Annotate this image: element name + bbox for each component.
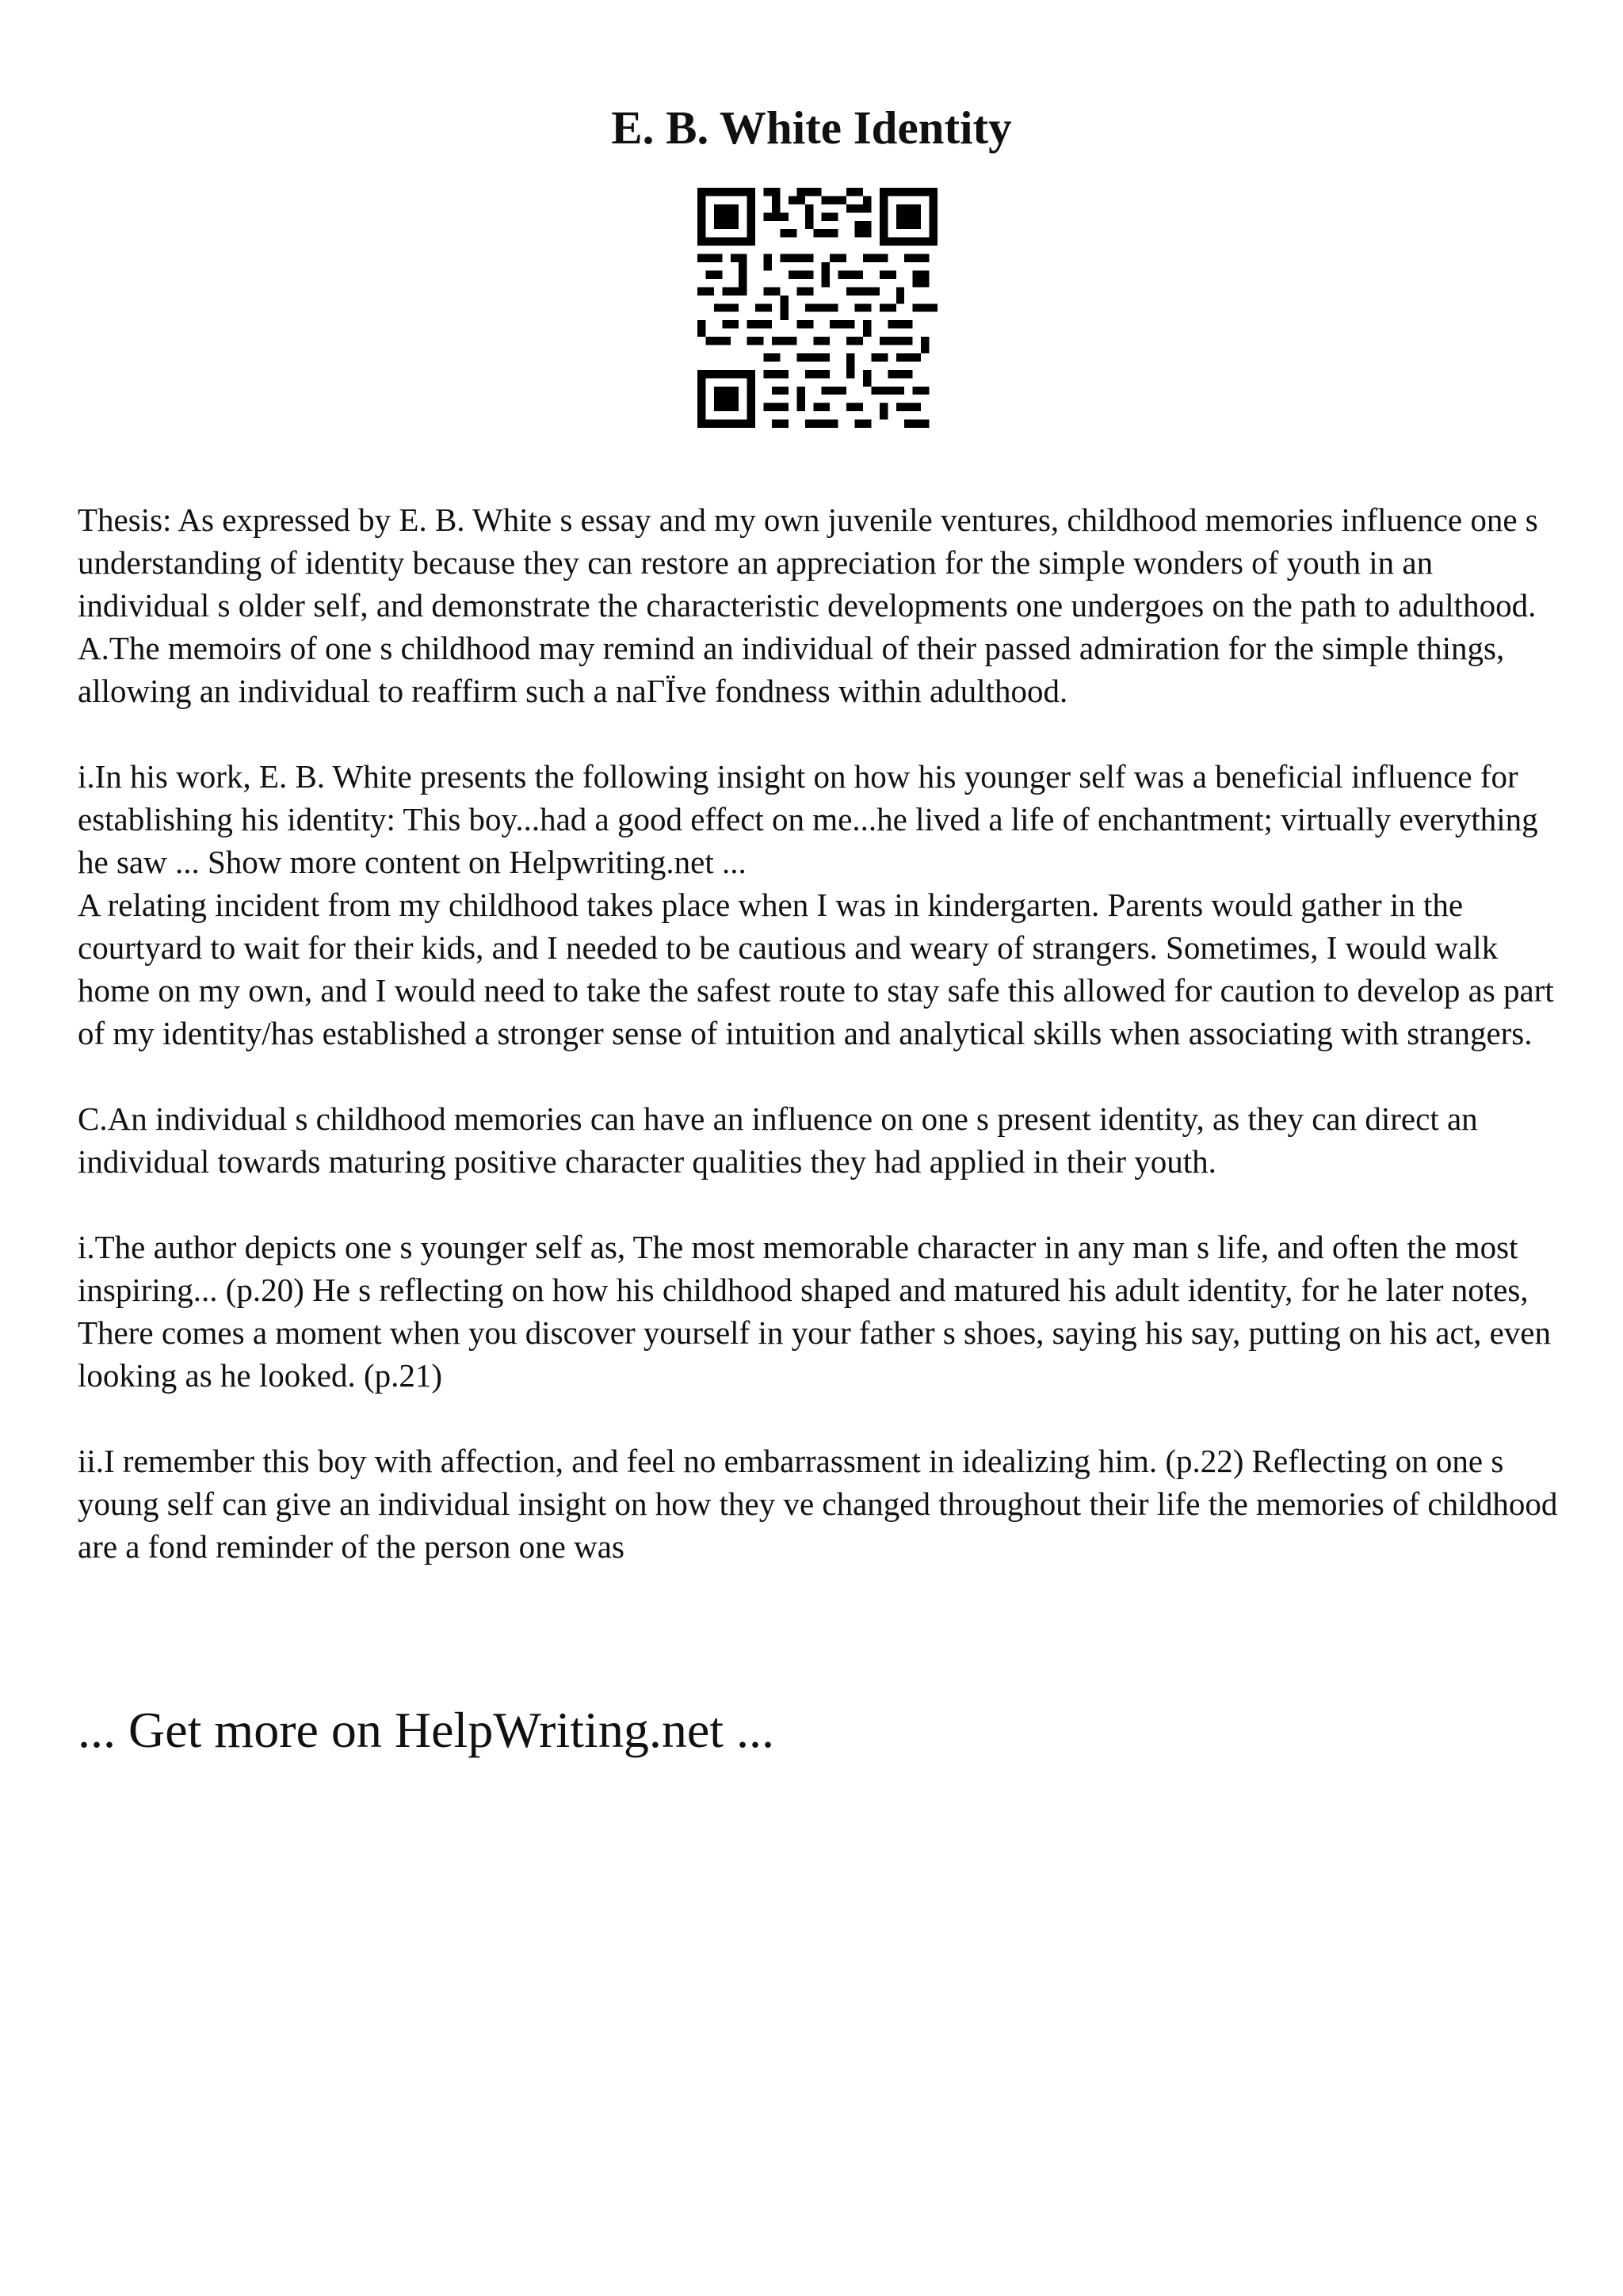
essay-body (78, 498, 1560, 1568)
point-c-i-paragraph: i.The author depicts one s younger self as, The most memorable character in any man s life, and often the most inspiring... (p.20) He s reflecting on how his childhood shaped and matured his adult identity, for he later notes, There comes a moment when you discover yourself in your father s shoes, saying his say, putting on his act, even looking as he looked. (p.21) (78, 1229, 1551, 1394)
point-a-paragraph: A.The memoirs of one s childhood may remind an individual of their passed admiration for the simple things, allowing an individual to reaffirm such a naΓЇve fondness within adulthood. (78, 630, 1505, 709)
document-title: E. B. White Identity (611, 101, 1012, 154)
paragraph-gap (78, 1183, 1560, 1226)
childhood-incident-paragraph: A relating incident from my childhood takes place when I was in kindergarten. Parents would gather in the courtyard to wait for their kids, and I needed to be cautious and weary of strangers. Sometimes, I would walk home on my own, and I would need to take the safest route to stay safe this allowed for caution to develop as part of my identity/has established a stronger sense of intuition and analytical skills when associating with strangers. (78, 887, 1554, 1051)
thesis-paragraph: Thesis: As expressed by E. B. White s essay and my own juvenile ventures, childhood memories influence one s understanding of identity because they can restore an appreciation for the simple wonders of youth in an individual s older self, and demonstrate the characteristic developments one undergoes on the path to adulthood. (78, 502, 1538, 624)
point-c-ii-paragraph: ii.I remember this boy with affection, and feel no embarrassment in idealizing him. (p.22) Reflecting on one s young self can give an individual insight on how they ve changed throughout their life the memories of childhood are a fond reminder of the person one was (78, 1443, 1558, 1565)
paragraph-gap (78, 1055, 1560, 1097)
get-more-link[interactable]: ... Get more on HelpWriting.net ... (78, 1702, 774, 1758)
paragraph-gap (78, 1397, 1560, 1440)
point-a-i-paragraph: i.In his work, E. B. White presents the following insight on how his younger self was a beneficial influence for establishing his identity: This boy...had a good effect on me...he lived a life of enchantment; virtually everything he saw ... Show more content on Helpwriting.net ... (78, 758, 1538, 880)
qr-code-icon (697, 188, 938, 428)
paragraph-gap (78, 712, 1560, 755)
point-c-paragraph: C.An individual s childhood memories can have an influence on one s present identity, as they can direct an individual towards maturing positive character qualities they had applied in their youth. (78, 1100, 1478, 1180)
